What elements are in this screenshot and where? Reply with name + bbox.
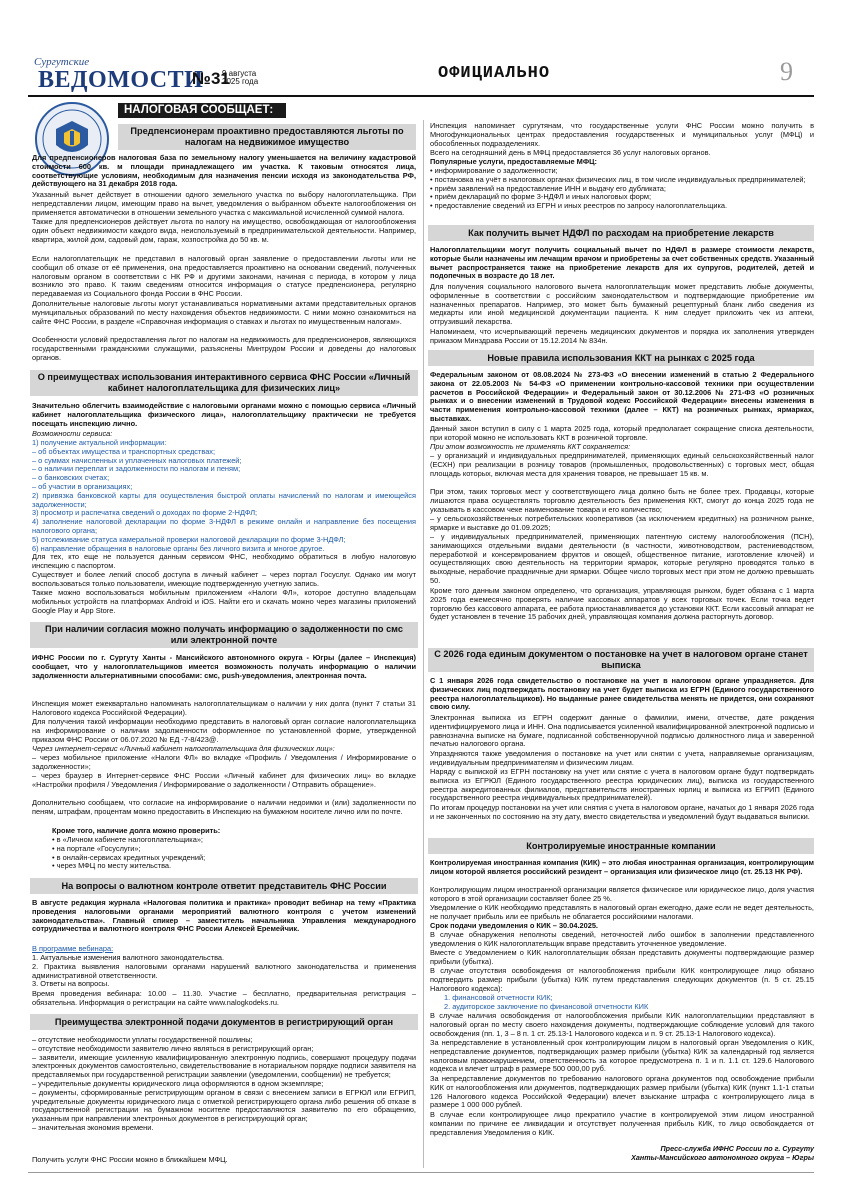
- article-paragraph: Через интернет-сервис «Личный кабинет налогоплательщика для физических лиц»:: [32, 745, 335, 753]
- article-paragraph: Контролирующим лицом иностранной организации является физическое или юридическое лицо, доля участия которого в этой организации составляет более 25 %.: [430, 886, 814, 903]
- documents-list: 1. финансовой отчетности КИК; 2. аудиторское заключение по финансовой отчетности КИК: [444, 994, 649, 1011]
- article-paragraph: Для получения социального налогового вычета налогоплательщик может представить любые документы, оформленные в соответствии с российским законодательством и подтверждающие приобретение им назначенных препаратов. Например, это может быть бумажный рецептурный бланк либо сведения из медкарты или иной медицинской документации пациента. К ним следует приложить чек из аптеки, отгрузивший лекарства.: [430, 283, 814, 327]
- service-features-list: 1) получение актуальной информации: – об объектах имущества и транспортных средствах; – о суммах начисленных и уплаченных налоговых платежей; – о наличии переплат и задолженности по налогам и пеням; – о банковских счетах; – об участии в организациях; 2) привязка банковской карты для осуществления быстрой оплаты начислений по налогам и имеющейся задолженности; 3) просмотр и распечатка сведений о доходах по форме 2-НДФЛ; 4) заполнение налоговой декларации по форме 3-НДФЛ в режиме онлайн и направление без посещения налогового органа; 5) отслеживание статуса камеральной проверки налоговой декларации по форме 3-НДФЛ; 6) направление обращения в налоговые органы без личного визита и многое другое.: [32, 439, 416, 553]
- article-lead: Контролируемая иностранная компания (КИК) – это любая иностранная организация, контролирующим лицом которой является российский резидент – организация или физическое лицо (ст. 25.13 НК РФ).: [430, 859, 814, 876]
- signature-line-2: Ханты-Мансийского автономного округа – Югры: [631, 1153, 814, 1162]
- article-paragraph: Уведомление о КИК необходимо представлять в налоговый орган ежегодно, даже если не ведет деятельность, не получает прибыль или ее прибыль не облагается российскими налогами.: [430, 904, 814, 921]
- article-paragraph: Дополнительно сообщаем, что согласие на информирование о наличии недоимки и (или) задолженности по пеням, штрафам, процентам можно предоставить в Инспекцию на бумажном носителе лично или по почте.: [32, 799, 416, 816]
- article-paragraph: В случае отсутствия освобождения от налогообложения прибыли КИК контролирующее лицо обязано подтвердить размер прибыли (убытка) КИК путем представления следующих документов (п. 5 ст. 25.15 Налогового кодекса):: [430, 967, 814, 993]
- article-title: Контролируемые иностранные компании: [428, 838, 814, 854]
- mfc-services-heading: Популярные услуги, предоставляемые МФЦ:: [430, 158, 598, 166]
- press-service-signature: [560, 1144, 814, 1162]
- newspaper-logo: ВЕДОМОСТИ: [38, 67, 204, 93]
- page-number: 9: [780, 57, 793, 86]
- article-paragraph: Кроме того данным законом определено, что организация, управляющая рынком, будет обязана с 1 марта 2025 года ежемесячно проверять наличие кассовых аппаратов у всех торговых точек. Если точка ведет торговлю без кассового аппарата, ее работа приостанавливается до установки ККТ. Если кассовый аппарат не будет установлен в течение 15 рабочих дней, управляющая компания должна расторгнуть договор.: [430, 587, 814, 622]
- page-header: [28, 53, 814, 97]
- section-title: ОФИЦИАЛЬНО: [438, 64, 551, 83]
- article-title: На вопросы о валютном контроле ответит представитель ФНС России: [30, 878, 418, 894]
- article-lead: С 1 января 2026 года свидетельство о постановке на учет в налоговом органе упраздняется. Для физических лиц подтверждать постановку на учет будет выписка из ЕГРН (Единого государственного реестра налогоплательщиков). Но выданные ранее свидетельства менять не придется, они сохраняют свою силу.: [430, 677, 814, 712]
- article-lead: В августе редакция журнала «Налоговая политика и практика» проводит вебинар на тему «Практика проведения налоговыми органами мероприятий валютного контроля с учетом изменений законодательства». Главный спикер – заместитель начальника Управления международного сотрудничества и валютного контроля ФНС России Алексей Еремейчик.: [32, 899, 416, 934]
- article-paragraph: Для получения такой информации необходимо представить в налоговый орган согласие налогоплательщика на информирование о наличии задолженности оформленное по установленной форме, утвержденной приказом ФНС России от 06.07.2020 № ЕД -7-8/423@.: [32, 718, 416, 744]
- article-paragraph: При этом возможность не применять ККТ сохраняется:: [430, 443, 631, 451]
- article-title: С 2026 года единым документом о постановке на учет в налоговом органе станет выписка: [428, 648, 814, 672]
- article-paragraph: Электронная выписка из ЕГРН содержит данные о фамилии, имени, отчестве, дате рождения идентифицируемого лица и ИНН. Она подписывается усиленной квалифицированной электронной подписью и равнозначна выписке на бумаге, подписанной собственноручной подписью должностного лица и заверенной печатью налогового органа.: [430, 714, 814, 749]
- signature-line-1: Пресс-служба ИФНС России по г. Сургуту: [660, 1144, 814, 1153]
- article-paragraph: – у организаций и индивидуальных предпринимателей, применяющих единый сельскохозяйственный налог (ЕСХН) при реализации в розницу товаров (промышленных, продовольственных) с торговых мест, общая площадь которых, включая места для хранения товаров, не превышает 15 кв. м.: [430, 452, 814, 478]
- article-paragraph: При этом, таких торговых мест у соответствующего лица должно быть не более трех. Продавцы, которые лишаются права осуществлять торговлю деятельность без применения ККТ, смогут до конца 2025 года не указывать в кассовом чеке наименование товара и его количество;: [430, 488, 814, 514]
- article-title: Как получить вычет НДФЛ по расходам на приобретение лекарств: [428, 225, 814, 241]
- webinar-program-list: 1. Актуальные изменения валютного законодательства. 2. Практика выявления налоговыми органами нарушений валютного законодательства и применения административной ответственности. 3. Ответы на вопросы.: [32, 954, 416, 989]
- article-paragraph: Особенности условий предоставления льгот по налогам на недвижимость для предпенсионеров, являющихся государственными гражданскими служащими, разъяснены Минтрудом России и доведены до налоговых органов.: [32, 336, 416, 362]
- article-lead: Федеральным законом от 08.08.2024 № 273-ФЗ «О внесении изменений в статью 2 Федерального закона от 22.05.2003 № 54-ФЗ «О применении контрольно-кассовой техники при осуществлении расчетов в Российской Федерации» и Федеральный закон от 30.12.2006 № 271-ФЗ «О розничных рынках и о внесении изменений в Трудовой кодекс Российской Федерации» внесены изменения в части применения контрольно-кассовой техники (далее – ККТ) на розничных рынках, ярмарках, выставках.: [430, 371, 814, 423]
- article-paragraph: Упраздняются также уведомления о постановке на учет или снятии с учета, направляемые организациям, индивидуальным предпринимателям и физическим лицам.: [430, 750, 814, 767]
- article-list: – отсутствие необходимости уплаты государственной пошлины; – отсутствие необходимости заявителю лично являться в регистрирующий орган; – заявители, имеющие усиленную квалифицированную электронную подпись, совершают процедуру подачи электронных документов самостоятельно, свидетельствование в нотариальном порядке подписи заявителя на представляемых при государственной регистрации заявлении (уведомлении, сообщении) не требуется; – учредительные документы юридического лица оформляются в одном экземпляре; – документы, сформированные регистрирующим органом в связи с внесением записи в ЕГРЮЛ или ЕГРИП, учредительные документы юридического лица с отметкой регистрирующего органа либо решения об отказе в государственной регистрации на бумажном носителе предоставляются заявителю по его обращению, указанным при направлении электронных документов в регистрирующий орган; – значительная экономия времени.: [32, 1036, 416, 1132]
- article-lead: Для предпенсионеров налоговая база по земельному налогу уменьшается на величину кадастровой стоимости 600 кв. м площади принадлежащего им участка. К таковым относятся лица, соответствующие условиям, необходимым для назначения пенсии исходя из законодательства РФ, действующего на 31 декабря 2018 года.: [32, 154, 416, 189]
- article-paragraph: В случае если контролирующее лицо прекратило участие в контролируемой этим лицом иностранной компании по причине ее ликвидации и отсутствует полученная прибыль КИК, то лицо освобождается от представления Уведомления о КИК.: [430, 1111, 814, 1137]
- webinar-time: Время проведения вебинара: 10.00 – 11.30. Участие – бесплатно, предварительная регистрация – обязательна. Информация о регистрации на сайте www.nalogkodeks.ru.: [32, 990, 416, 1007]
- article-paragraph: По итогам процедур постановки на учет или снятия с учета в налоговом органе, начатых до 1 января 2026 года и не законченных по состоянию на эту дату, вместо свидетельства и уведомлений будут выдаваться выписки.: [430, 804, 814, 821]
- article-title: Преимущества электронной подачи документов в регистрирующий орган: [30, 1014, 418, 1030]
- deadline: Срок подачи уведомления о КИК – 30.04.2025.: [430, 922, 598, 930]
- footer-rule: [28, 1172, 814, 1173]
- article-paragraph: Напоминаем, что исчерпывающий перечень медицинских документов и порядка их заполнения утвержден приказом Минздрава России от 15.12.2014 № 834н.: [430, 328, 814, 345]
- article-lead: Налогоплательщики могут получить социальный вычет по НДФЛ в размере стоимости лекарств, которые были назначены им лечащим врачом и приобретены за счет собственных средств. Указанный вычет распространяется также на приобретение лекарств для их супругов, родителей, детей и подопечных в возрасте до 18 лет.: [430, 246, 814, 281]
- article-paragraph: Всего на сегодняшний день в МФЦ предоставляется 36 услуг налоговых органов.: [430, 149, 711, 157]
- article-title: При наличии согласия можно получать информацию о задолженности по смс или электронной почте: [30, 622, 418, 648]
- logo-tagline: Сургутские: [34, 56, 90, 68]
- webinar-program-heading: В программе вебинара:: [32, 945, 114, 953]
- article-paragraph: Данный закон вступил в силу с 1 марта 2025 года, который предполагает сокращение списка деятельности, при которой можно не использовать ККТ в розничной торговле.: [430, 425, 814, 442]
- article-title: О преимуществах использования интерактивного сервиса ФНС России «Личный кабинет налогоплательщика для физических лиц»: [30, 370, 418, 396]
- check-list: • в «Личном кабинете налогоплательщика»; • на портале «Госуслуги»; • в онлайн-сервисах кредитных учреждений; • через МФЦ по месту жительства.: [52, 836, 206, 871]
- article-paragraph: В случае наличия освобождения от налогообложения прибыли КИК налогоплательщики представляют в налоговый орган по месту своего нахождения документы, подтверждающие соблюдение условий для такого освобождения (пп. 1, 3 – 8 п. 1 ст. 25.13-1 Налогового кодекса и п. 9 ст. 25.13-1 Налогового кодекса).: [430, 1012, 814, 1038]
- article-paragraph: За непредставление в установленный срок контролирующим лицом в налоговый орган Уведомления о КИК, непредставление документов, подтверждающих размер прибыли (убытка) КИК за календарный год является налоговым правонарушением, ответственность за которое предусмотрена п. 1 и п. 1.1 ст. 129.6 Налогового кодекса и влечет штраф в размере 500 000,00 руб.: [430, 1039, 814, 1074]
- issue-date-year: 2025 года: [222, 77, 259, 86]
- header-rule: [28, 95, 814, 97]
- article-title: Предпенсионерам проактивно предоставляются льготы по налогам на недвижимое имущество: [118, 124, 416, 150]
- article-paragraph: В случае обнаружения неполноты сведений, неточностей либо ошибок в заполнении представленного уведомления о КИК налогоплательщик вправе представить уточненное уведомление.: [430, 931, 814, 948]
- article-paragraph: Если налогоплательщик не представил в налоговый орган заявление о предоставлении льготы или не сообщил об отказе от её применения, она предоставляется проактивно на основании сведений, полученных налоговым органом в соответствии с НК РФ и другими законами, начиная с периода, в котором у лица возникло это право. К таким сведениям относится информация о статусе предпенсионера, регулярно передаваемая из Социального фонда России в ФНС России.: [32, 255, 416, 299]
- article-paragraph: Вместе с Уведомлением о КИК налогоплательщик обязан представить документы подтверждающие размер прибыли (убытка).: [430, 949, 814, 966]
- issue-date: [222, 70, 258, 86]
- article-title: Новые правила использования ККТ на рынках с 2025 года: [428, 350, 814, 366]
- article-paragraph: Существует и более легкий способ доступа в личный кабинет – через портал Госуслуг. Однако им могут воспользоваться только пользователи, имеющие подтвержденную учетную запись.: [32, 571, 416, 588]
- article-paragraph: – у индивидуальных предпринимателей, применяющих патентную систему налогообложения (ПСН), занимающихся отдельными видами деятельности (в частности, животноводством, растениеводством, переработкой и консервированием фруктов и овощей, общественное питание, изготовление ключей) и осуществляющих свою деятельность на территории ярмарок, которые регулярно проводятся только в выходные, нерабочие праздничные дни ярмарки. Общее число торговых мест при этом не должно превышать 50.: [430, 533, 814, 585]
- article-paragraph: – через мобильное приложение «Налоги ФЛ» во вкладке «Профиль / Уведомления / Информирование о задолженности»;: [32, 754, 416, 771]
- column-divider: [423, 120, 424, 1168]
- article-paragraph: Указанный вычет действует в отношении одного земельного участка по выбору налогоплательщика. При непредставлении лицом, имеющим право на вычет, уведомления о выбранном объекте налогообложения он применяется автоматически в отношении земельного участка с максимальной исчисленной суммой налога.: [32, 191, 416, 217]
- article-paragraph: Получить услуги ФНС России можно в ближайшем МФЦ.: [32, 1156, 228, 1164]
- column-banner: НАЛОГОВАЯ СООБЩАЕТ:: [118, 103, 286, 118]
- article-paragraph: Дополнительные налоговые льготы могут устанавливаться нормативными актами представительных органов муниципальных образований по месту нахождения объектов недвижимости. С ними можно ознакомиться на сайте ФНС России, в разделе «Справочная информация о ставках и льготах по имущественным налогам».: [32, 300, 416, 326]
- issue-date-day: 9 августа: [222, 69, 257, 78]
- article-paragraph: За непредставление документов по требованию налогового органа документов под освобождение прибыли КИК от налогообложения или документов, подтверждающих размер прибыли (убытка) КИК (пункт 1.1-1 статьи 126 Налогового кодекса Российской Федерации) влечет взыскание штрафа с контролирующего лица в размере 1 000 000 рублей.: [430, 1075, 814, 1110]
- article-lead: Значительно облегчить взаимодействие с налоговыми органами можно с помощью сервиса «Личный кабинет налогоплательщика физического лица», налогоплательщику практически не требуется посещать инспекцию лично.: [32, 402, 416, 428]
- mfc-services-list: • информирование о задолженности; • постановка на учёт в налоговых органах физических лиц, в том числе индивидуальных предпринимателей; • приём заявлений на предоставление ИНН и выдачу его дубликата; • приём деклараций по форме 3-НДФЛ и иных налоговых форм; • предоставление сведений из ЕГРН и иных реестров по запросу налогоплательщика.: [430, 167, 806, 211]
- article-paragraph: Инспекция напоминает сургутянам, что государственные услуги ФНС России можно получить в Многофункциональных центрах предоставления государственных и муниципальных услуг (МФЦ) и обособленных подразделениях.: [430, 122, 814, 148]
- issue-number: №31: [192, 69, 230, 88]
- article-paragraph: – через браузер в Интернет-сервисе ФНС России «Личный кабинет для физических лиц» во вкладке «Настройки профиля / Уведомления / Информирование о задолженности / Отправить обращение».: [32, 772, 416, 789]
- check-heading: Кроме того, наличие долга можно проверить:: [52, 827, 221, 835]
- service-features-heading: Возможности сервиса:: [32, 430, 113, 438]
- article-paragraph: Для тех, кто еще не пользуется данным сервисом ФНС, необходимо обратиться в любую налоговую инспекцию с паспортом.: [32, 553, 416, 570]
- article-paragraph: Также можно воспользоваться мобильным приложением «Налоги ФЛ», которое доступно владельцам мобильных устройств на платформах Android и iOS. Найти его и скачать можно через магазины приложений Google Play и App Store.: [32, 589, 416, 615]
- article-paragraph: – у сельскохозяйственных потребительских кооперативов (за исключением кредитных) на розничном рынке, ярмарке и выставке до 01.09.2025;: [430, 515, 814, 532]
- article-lead: ИФНС России по г. Сургуту Ханты - Мансийского автономного округа - Югры (далее – Инспекция) сообщает, что у налогоплательщиков имеется возможность получать информацию о наличии задолженности альтернативными способами: смс, push-уведомления, электронная почта.: [32, 654, 416, 680]
- article-paragraph: Также для предпенсионеров действует льгота по налогу на имущество, освобождающая от налогообложения один объект недвижимости каждого вида, неиспользуемый в предпринимательской деятельности. Например, квартира, жилой дом, садовый дом, гараж, хозпостройка до 50 кв. м.: [32, 218, 416, 244]
- article-paragraph: Инспекция может ежеквартально напоминать налогоплательщикам о наличии у них долга (пункт 7 статьи 31 Налогового кодекса Российской Федерации).: [32, 700, 416, 717]
- article-paragraph: Наряду с выпиской из ЕГРН постановку на учет или снятие с учета в налоговом органе будут подтверждать выписка из ЕГРЮЛ (Единого государственного реестра юридических лиц), выписка из государственного реестра аккредитованных филиалов, представительств иностранных юрлиц и выписка из ЕГРИП (Единого государственного реестра индивидуальных предпринимателей).: [430, 768, 814, 803]
